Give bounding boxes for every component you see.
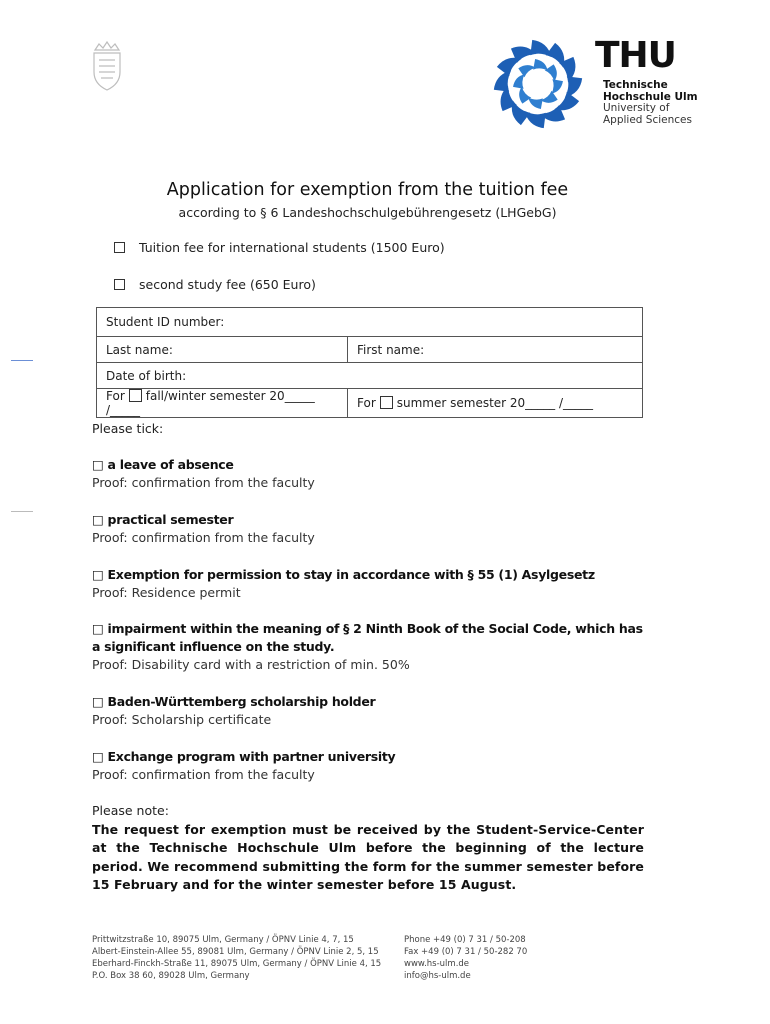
date-of-birth-field[interactable] — [97, 363, 643, 389]
exemption-item[interactable] — [92, 693, 652, 729]
exemption-item[interactable] — [92, 748, 652, 784]
fee-option-international[interactable] — [114, 240, 445, 255]
logo-line: Applied Sciences — [603, 113, 692, 126]
last-name-label: Last name: — [106, 342, 173, 357]
winter-semester-label: fall/winter semester 20_____ /_____ — [106, 389, 315, 417]
please-note-section — [92, 802, 644, 895]
footer-contact — [404, 934, 527, 982]
please-note-body: The request for exemption must be received by the Student-Service-Center at the Technische Hochschule Ulm before the beginning of the lecture period. We recommend submitting the form for the summer semester before 15 February and for the winter semester before 15 August. — [92, 821, 644, 892]
date-of-birth-label: Date of birth: — [106, 368, 187, 383]
fee-option-second-study[interactable] — [114, 277, 316, 292]
exemption-proof: Proof: confirmation from the faculty — [92, 530, 315, 545]
margin-mark — [11, 360, 33, 361]
for-label: For — [106, 389, 125, 403]
page-title: Application for exemption from the tuition fee — [166, 180, 569, 200]
please-tick-label: Please tick: — [92, 421, 164, 436]
footer-addresses — [92, 934, 381, 982]
exemption-proof: Proof: Residence permit — [92, 585, 241, 600]
state-crest-icon — [89, 40, 125, 92]
student-form-table — [96, 307, 643, 418]
logo-line: University of — [603, 102, 670, 114]
checkbox-icon[interactable] — [129, 389, 142, 402]
exemption-heading: □ Exemption for permission to stay in accordance with § 55 (1) Asylgesetz — [92, 567, 595, 582]
for-label: For — [357, 396, 376, 410]
please-note-label: Please note: — [92, 803, 169, 818]
exemption-item[interactable] — [92, 456, 652, 492]
exemption-heading: □ a leave of absence — [92, 457, 234, 472]
exemption-proof: Proof: Scholarship certificate — [92, 712, 272, 727]
exemption-item[interactable] — [92, 511, 652, 547]
last-name-field[interactable] — [97, 337, 348, 363]
thu-swirl-logo-icon — [490, 36, 586, 132]
fee-option-label: Tuition fee for international students (1500 Euro) — [139, 240, 445, 255]
margin-mark — [11, 511, 33, 512]
exemption-item[interactable] — [92, 566, 652, 602]
summer-semester-field[interactable] — [348, 389, 643, 418]
checkbox-icon[interactable] — [114, 279, 125, 290]
exemption-proof: Proof: confirmation from the faculty — [92, 767, 315, 782]
logo-wordmark: THU — [595, 35, 676, 76]
footer-address-line: Prittwitzstraße 10, 89075 Ulm, Germany / ÖPNV Linie 4, 7, 15 — [92, 935, 354, 945]
student-id-label: Student ID number: — [106, 315, 225, 329]
footer-address-line: P.O. Box 38 60, 89028 Ulm, Germany — [92, 971, 250, 981]
footer-address-line: Eberhard-Finckh-Straße 11, 89075 Ulm, Germany / ÖPNV Linie 4, 15 — [92, 959, 382, 969]
student-id-field[interactable] — [97, 308, 643, 337]
winter-semester-field[interactable] — [97, 389, 348, 418]
page-subtitle: according to § 6 Landeshochschulgebührengesetz (LHGebG) — [178, 205, 557, 220]
logo-line: Hochschule Ulm — [603, 90, 698, 103]
checkbox-icon[interactable] — [380, 396, 393, 409]
summer-semester-label: summer semester 20_____ /_____ — [396, 396, 594, 410]
exemption-proof: Proof: confirmation from the faculty — [92, 475, 315, 490]
exemption-heading: □ impairment within the meaning of § 2 Ninth Book of the Social Code, which has a significant influence on the study. — [92, 621, 643, 654]
exemption-item[interactable] — [92, 620, 652, 674]
first-name-label: First name: — [357, 342, 425, 357]
footer-address-line: Albert-Einstein-Allee 55, 89081 Ulm, Germany / ÖPNV Linie 2, 5, 15 — [92, 947, 379, 957]
footer-email-link[interactable]: info@hs-ulm.de — [404, 971, 471, 981]
footer-phone: Phone +49 (0) 7 31 / 50-208 — [404, 935, 526, 945]
exemption-heading: □ Exchange program with partner university — [92, 749, 396, 764]
logo-line: Technische — [603, 79, 668, 91]
fee-option-label: second study fee (650 Euro) — [139, 277, 316, 292]
footer-fax: Fax +49 (0) 7 31 / 50-282 70 — [404, 947, 528, 957]
checkbox-icon[interactable] — [114, 242, 125, 253]
footer-website-link[interactable]: www.hs-ulm.de — [404, 959, 470, 969]
first-name-field[interactable] — [348, 337, 643, 363]
exemption-heading: □ practical semester — [92, 512, 234, 527]
exemption-heading: □ Baden-Württemberg scholarship holder — [92, 694, 376, 709]
logo-subtitle — [603, 80, 698, 126]
exemption-proof: Proof: Disability card with a restriction of min. 50% — [92, 657, 410, 672]
